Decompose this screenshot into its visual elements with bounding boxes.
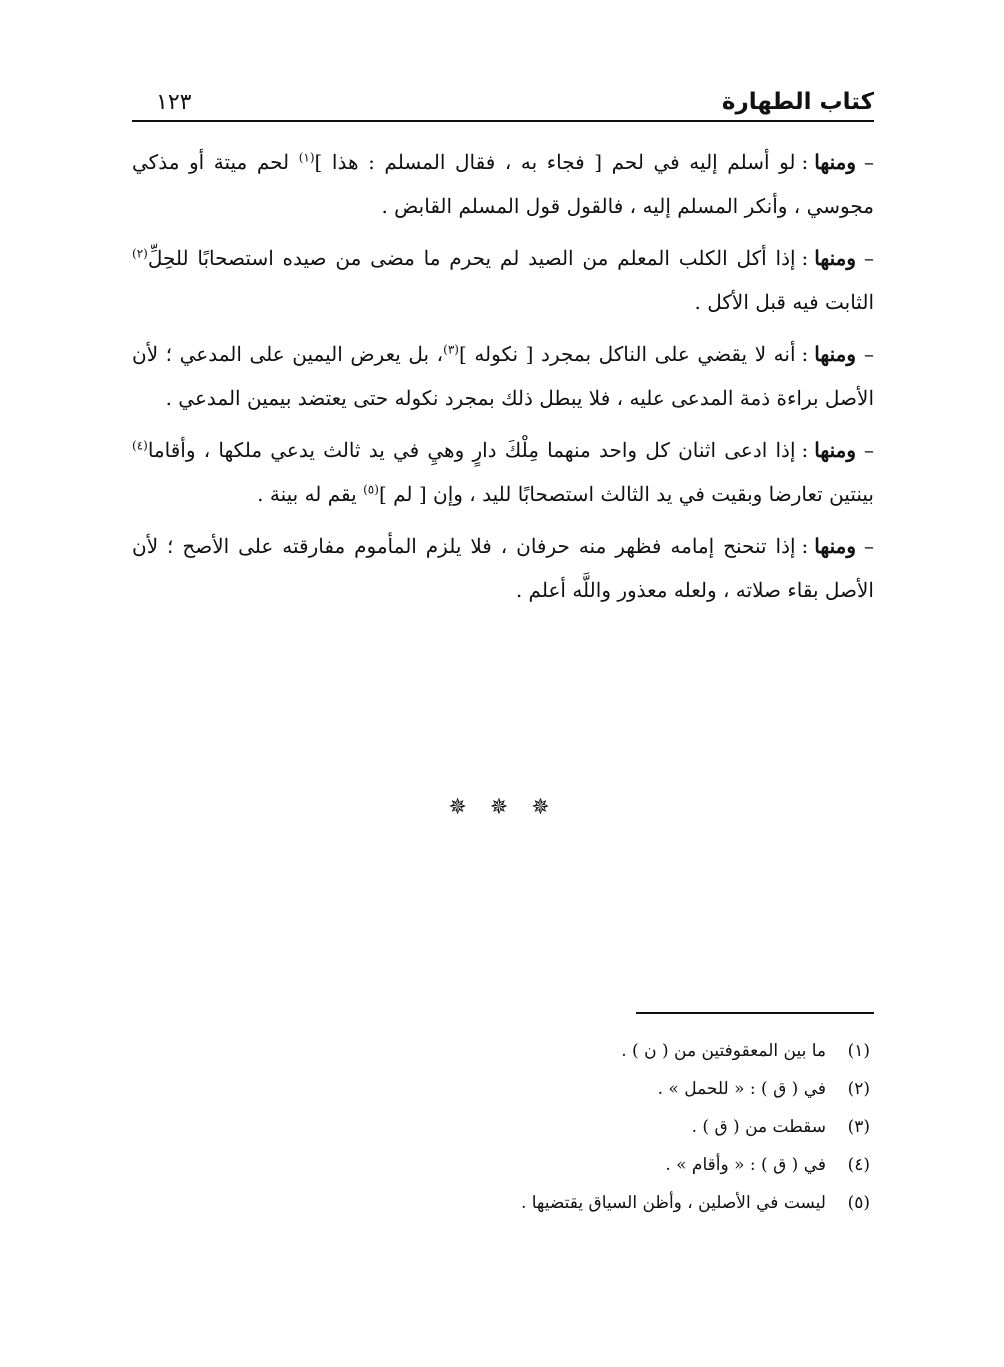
book-page	[132, 60, 874, 1320]
footnote-number: (٤)	[847, 1155, 870, 1175]
section-divider: ✵ ✵ ✵	[448, 795, 558, 820]
paragraph	[132, 332, 874, 420]
footnote-text: ليست في الأصلين ، وأظن السياق يقتضيها .	[520, 1193, 826, 1213]
footnote-ref: (٤)	[132, 438, 148, 453]
footnote-text: في ( ق ) : « للحمل » .	[657, 1079, 826, 1099]
footnote	[132, 1070, 874, 1108]
footnote	[132, 1146, 874, 1184]
header-rule	[132, 120, 874, 122]
footnote-ref: (٣)	[443, 342, 459, 357]
paragraph-colon: :	[801, 438, 809, 462]
footnote	[132, 1108, 874, 1146]
paragraph-text: بينتين تعارضا وبقيت في يد الثالث استصحابًا لليد ، وإن [ لم ]	[378, 482, 874, 506]
main-text	[132, 140, 874, 620]
paragraph	[132, 236, 874, 324]
paragraph-text: إذا أكل الكلب المعلم من الصيد لم يحرم ما مضى من صيده استصحابًا للحِلِّ	[147, 246, 796, 270]
paragraph-colon: :	[801, 534, 809, 558]
paragraph-lead: ومنها	[814, 438, 856, 462]
paragraph-colon: :	[801, 342, 809, 366]
paragraph-colon: :	[801, 150, 809, 174]
page-number: ١٢٣	[156, 90, 192, 115]
paragraph-dash: –	[864, 438, 874, 462]
paragraph-dash: –	[864, 246, 874, 270]
paragraph-dash: –	[864, 150, 874, 174]
footnote	[132, 1032, 874, 1070]
footnote-number: (٥)	[847, 1193, 870, 1213]
footnote-text: في ( ق ) : « وأقام » .	[665, 1155, 826, 1175]
paragraph-text: إذا ادعى اثنان كل واحد منهما مِلْكَ دارٍ وهيِ في يد ثالث يدعي ملكها ، وأقاما	[147, 438, 796, 462]
paragraph-lead: ومنها	[814, 342, 856, 366]
footnote-number: (٣)	[847, 1117, 870, 1137]
paragraph	[132, 428, 874, 516]
footnote	[132, 1184, 874, 1222]
paragraph-text: يقم له بينة .	[257, 482, 364, 506]
footnote-ref: (٢)	[132, 246, 148, 261]
paragraph-text: أنه لا يقضي على الناكل بمجرد [ نكوله ]	[458, 342, 796, 366]
paragraph-text: إذا تنحنح إمامه فظهر منه حرفان ، فلا يلزم المأموم مفارقته على الأصح ؛ لأن الأصل بقاء صلاته ، ولعله معذور واللَّه أعلم .	[132, 534, 874, 602]
footnote-text: ما بين المعقوفتين من ( ن ) .	[621, 1041, 826, 1061]
paragraph-text: لحم ميتة أو مذكي مجوسي ، وأنكر المسلم إليه ، فالقول قول المسلم القابض .	[132, 150, 874, 218]
paragraph-lead: ومنها	[814, 150, 856, 174]
footnote-ref: (٥)	[363, 482, 379, 497]
paragraph-dash: –	[864, 342, 874, 366]
footnote-rule	[636, 1012, 874, 1014]
book-title: كتاب الطهارة	[721, 89, 874, 115]
paragraph-lead: ومنها	[814, 246, 856, 270]
paragraph-dash: –	[864, 534, 874, 558]
footnote-text: سقطت من ( ق ) .	[691, 1117, 826, 1137]
paragraph-text: ، بل يعرض اليمين على المدعي ؛ لأن الأصل براءة ذمة المدعى عليه ، فلا يبطل ذلك بمجرد نكوله حتى يعتضد بيمين المدعي .	[132, 342, 874, 410]
paragraph	[132, 140, 874, 228]
footnote-number: (٢)	[847, 1079, 870, 1099]
footnotes	[132, 1032, 874, 1222]
page-header	[132, 74, 874, 114]
footnote-number: (١)	[847, 1041, 870, 1061]
paragraph-lead: ومنها	[814, 534, 856, 558]
footnote-ref: (١)	[298, 150, 315, 165]
paragraph-text: الثابت فيه قبل الأكل .	[694, 290, 874, 314]
paragraph-text: لو أسلم إليه في لحم [ فجاء به ، فقال المسلم : هذا ]	[314, 150, 796, 174]
paragraph	[132, 524, 874, 612]
paragraph-colon: :	[801, 246, 809, 270]
